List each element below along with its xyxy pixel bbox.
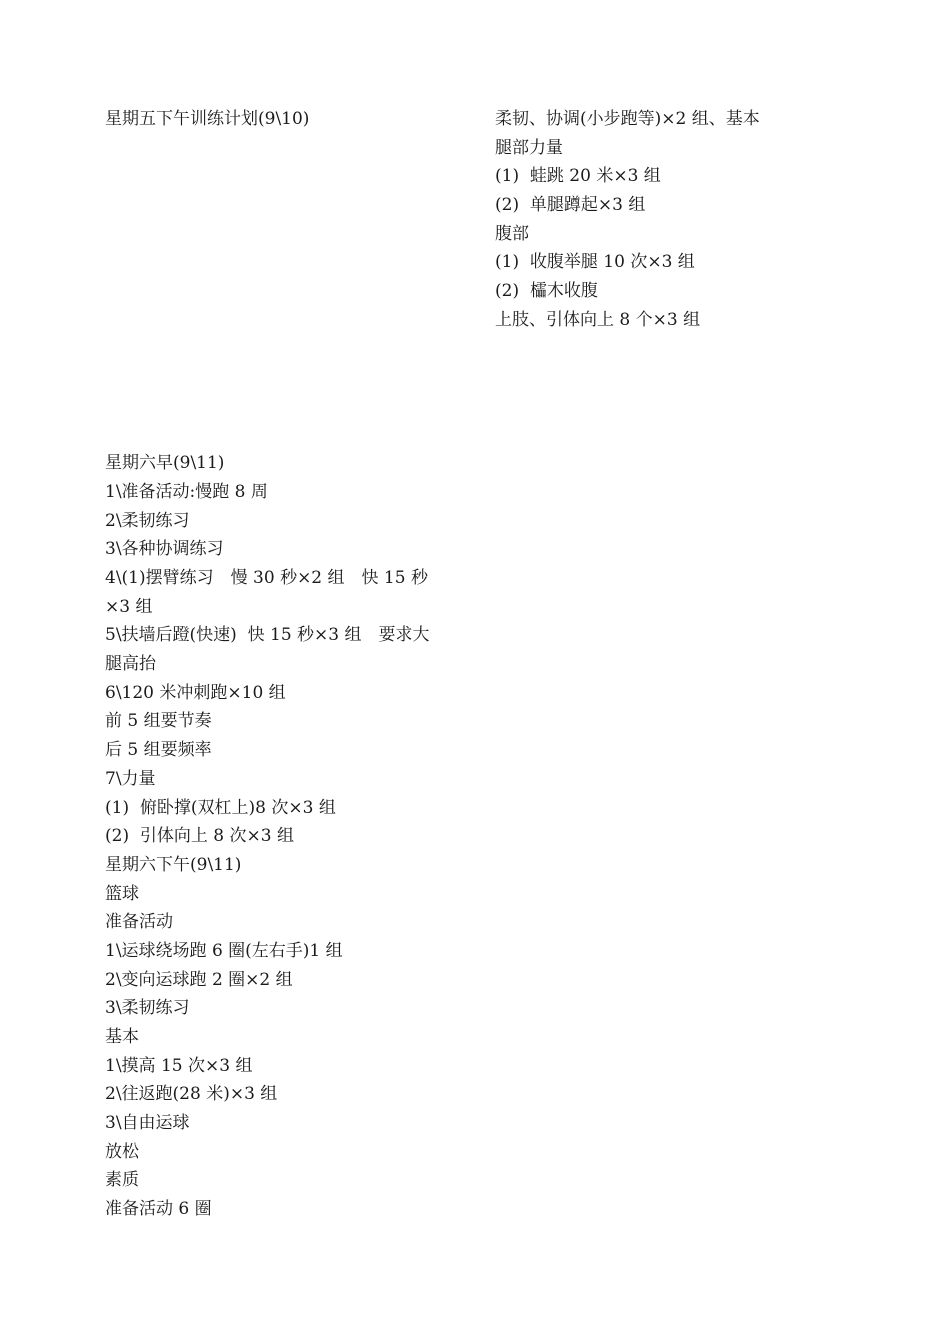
- text-line: 篮球: [105, 883, 139, 904]
- text-line: 1\摸高 15 次×3 组: [105, 1055, 253, 1076]
- text-line: 准备活动 6 圈: [105, 1199, 212, 1220]
- text-line: [105, 306, 475, 335]
- text-line: 5\扶墙后蹬(快速) 快 15 秒×3 组 要求大: [105, 625, 430, 646]
- text-line: 3\柔韧练习: [105, 998, 190, 1019]
- text-line: (1) 俯卧撑(双杠上)8 次×3 组: [105, 797, 336, 818]
- text-line: 基本: [105, 1027, 139, 1047]
- text-line: (2) 单腿蹲起×3 组: [495, 195, 646, 216]
- text-line: 2\往返跑(28 米)×3 组: [105, 1084, 278, 1105]
- text-line: 6\120 米冲刺跑×10 组: [105, 682, 286, 703]
- text-line: [105, 134, 475, 163]
- text-line: [105, 335, 475, 364]
- text-line: 1\运球绕场跑 6 圈(左右手)1 组: [105, 940, 343, 961]
- text-line: 前 5 组要节奏: [105, 711, 212, 732]
- text-line: (1) 收腹举腿 10 次×3 组: [495, 252, 695, 273]
- text-line: [105, 277, 475, 306]
- text-line: 2\柔韧练习: [105, 510, 190, 531]
- left-column: [105, 105, 475, 1224]
- text-line: 腿部力量: [495, 137, 563, 158]
- text-line: 1\准备活动:慢跑 8 周: [105, 481, 268, 502]
- text-line: 放松: [105, 1141, 139, 1162]
- text-line: 3\自由运球: [105, 1113, 190, 1134]
- text-line: 4\(1)摆臂练习 慢 30 秒×2 组 快 15 秒: [105, 568, 428, 588]
- text-line: (2) 引体向上 8 次×3 组: [105, 826, 294, 847]
- text-line: 后 5 组要频率: [105, 740, 212, 761]
- text-line: [105, 392, 475, 421]
- text-line: 星期五下午训练计划(9\10): [105, 109, 310, 129]
- text-line: (2) 櫺木收腹: [495, 281, 598, 302]
- text-line: 7\力量: [105, 768, 156, 789]
- text-line: ×3 组: [105, 596, 153, 617]
- text-line: [105, 191, 475, 220]
- text-line: 柔韧、协调(小步跑等)×2 组、基本: [495, 109, 760, 129]
- text-line: (1) 蛙跳 20 米×3 组: [495, 166, 661, 187]
- text-line: [105, 363, 475, 392]
- text-line: 素质: [105, 1170, 139, 1191]
- text-line: 星期六下午(9\11): [105, 854, 242, 875]
- text-line: 星期六早(9\11): [105, 453, 225, 474]
- text-line: 腿高抬: [105, 654, 156, 675]
- text-line: [105, 220, 475, 249]
- text-line: 准备活动: [105, 912, 173, 933]
- right-column: [495, 105, 805, 335]
- text-line: [105, 162, 475, 191]
- text-line: 2\变向运球跑 2 圈×2 组: [105, 969, 293, 990]
- text-line: 上肢、引体向上 8 个×3 组: [495, 309, 701, 330]
- text-line: 3\各种协调练习: [105, 539, 224, 560]
- text-line: [105, 421, 475, 450]
- text-line: 腹部: [495, 223, 529, 244]
- text-line: [105, 248, 475, 277]
